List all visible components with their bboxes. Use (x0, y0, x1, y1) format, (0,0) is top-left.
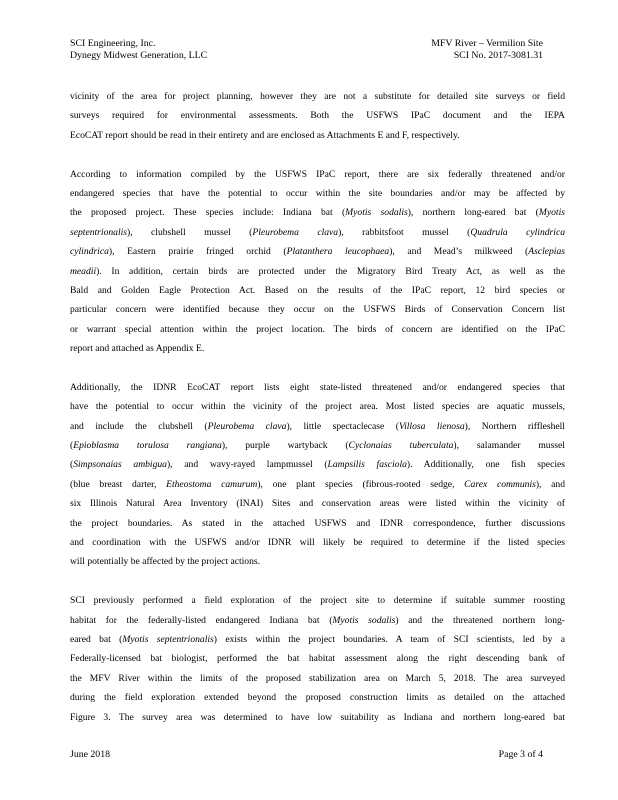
text-line: six Illinois Natural Area Inventory (INAI) Sites and conservation areas were listed within the vicinity of (70, 498, 565, 510)
text-line: and include the clubshell (Pleurobema clava), little spectaclecase (Villosa lienosa), Northern riffleshell (70, 420, 565, 432)
text-line: meadii). In addition, certain birds are protected under the Migratory Bird Treaty Act, as well as the (70, 265, 565, 277)
text-line: EcoCAT report should be read in their entirety and are enclosed as Attachments E and F, respectively. (70, 129, 460, 141)
text-line: will potentially be affected by the project actions. (70, 556, 261, 568)
text-line: cylindrica), Eastern prairie fringed orchid (Platanthera leucophaea), and Mead’s milkweed (Asclepias (70, 246, 565, 258)
text-line: the MFV River within the limits of the proposed stabilization area on March 5, 2018. The area surveyed (70, 672, 565, 684)
paragraph-3 (70, 378, 565, 572)
document-body (70, 87, 565, 727)
text-line: during the field exploration extended beyond the proposed construction limits as detailed on the attached (70, 692, 565, 704)
text-line: or warrant special attention within the project location. The birds of concern are identified on the IPaC (70, 323, 565, 335)
text-line: endangered species that have the potential to occur within the site boundaries and/or may be affected by (70, 187, 565, 199)
paragraph-2 (70, 165, 565, 359)
text-line: Bald and Golden Eagle Protection Act. Based on the results of the IPaC report, 12 bird species or (70, 284, 565, 296)
text-line: surveys required for environmental assessments. Both the USFWS IPaC document and the IEPA (70, 110, 565, 122)
paragraph-4 (70, 591, 565, 727)
text-line: particular concern were identified because they occur on the USFWS Birds of Conservation Concern list (70, 304, 565, 316)
text-line: According to information compiled by the USFWS IPaC report, there are six federally threatened and/or (70, 168, 565, 180)
text-line: Figure 3. The survey area was determined to have low suitability as Indiana and northern long-eared bat (70, 711, 565, 723)
paragraph-1 (70, 87, 565, 145)
text-line: (Epioblasma torulosa rangiana), purple wartyback (Cyclonaias tuberculata), salamander mussel (70, 440, 565, 452)
text-line: SCI previously performed a field exploration of the project site to determine if suitable summer roosting (70, 595, 565, 607)
text-line: and coordination with the USFWS and/or IDNR will likely be required to determine if the listed species (70, 536, 565, 548)
text-line: (blue breast darter, Etheostoma camurum), one plant species (fibrous-rooted sedge, Carex communis), and (70, 478, 565, 490)
header-left (70, 38, 207, 62)
header-right (431, 38, 543, 62)
footer-date: June 2018 (70, 749, 111, 760)
text-line: the proposed project. These species include: Indiana bat (Myotis sodalis), northern long-eared bat (Myotis (70, 207, 565, 219)
text-line: vicinity of the area for project planning, however they are not a substitute for detailed site surveys or field (70, 91, 565, 102)
text-line: habitat for the federally-listed endangered Indiana bat (Myotis sodalis) and the threatened northern long- (70, 614, 565, 626)
page-number: Page 3 of 4 (498, 749, 543, 760)
company-name: SCI Engineering, Inc. (70, 38, 156, 49)
client-name: Dynegy Midwest Generation, LLC (70, 50, 208, 61)
text-line: the project boundaries. As stated in the attached USFWS and IDNR correspondence, further discussions (70, 517, 565, 529)
text-line: Federally-licensed bat biologist, performed the bat habitat assessment along the right descending bank of (70, 653, 565, 665)
text-line: septentrionalis), clubshell mussel (Pleurobema clava), rabbitsfoot mussel (Quadrula cylindrica (70, 226, 565, 238)
text-line: (Simpsonaias ambigua), and wavy-rayed lampmussel (Lampsilis fasciola). Additionally, one fish species (70, 459, 565, 471)
project-number: SCI No. 2017-3081.31 (453, 50, 543, 61)
text-line: Additionally, the IDNR EcoCAT report lists eight state-listed threatened and/or endangered species that (70, 381, 565, 393)
text-line: eared bat (Myotis septentrionalis) exists within the project boundaries. A team of SCI scientists, led by a (70, 633, 565, 645)
text-line: have the potential to occur within the vicinity of the project area. Most listed species are aquatic mussels, (70, 401, 565, 413)
text-line: report and attached as Appendix E. (70, 343, 205, 355)
site-name: MFV River – Vermilion Site (431, 38, 543, 49)
